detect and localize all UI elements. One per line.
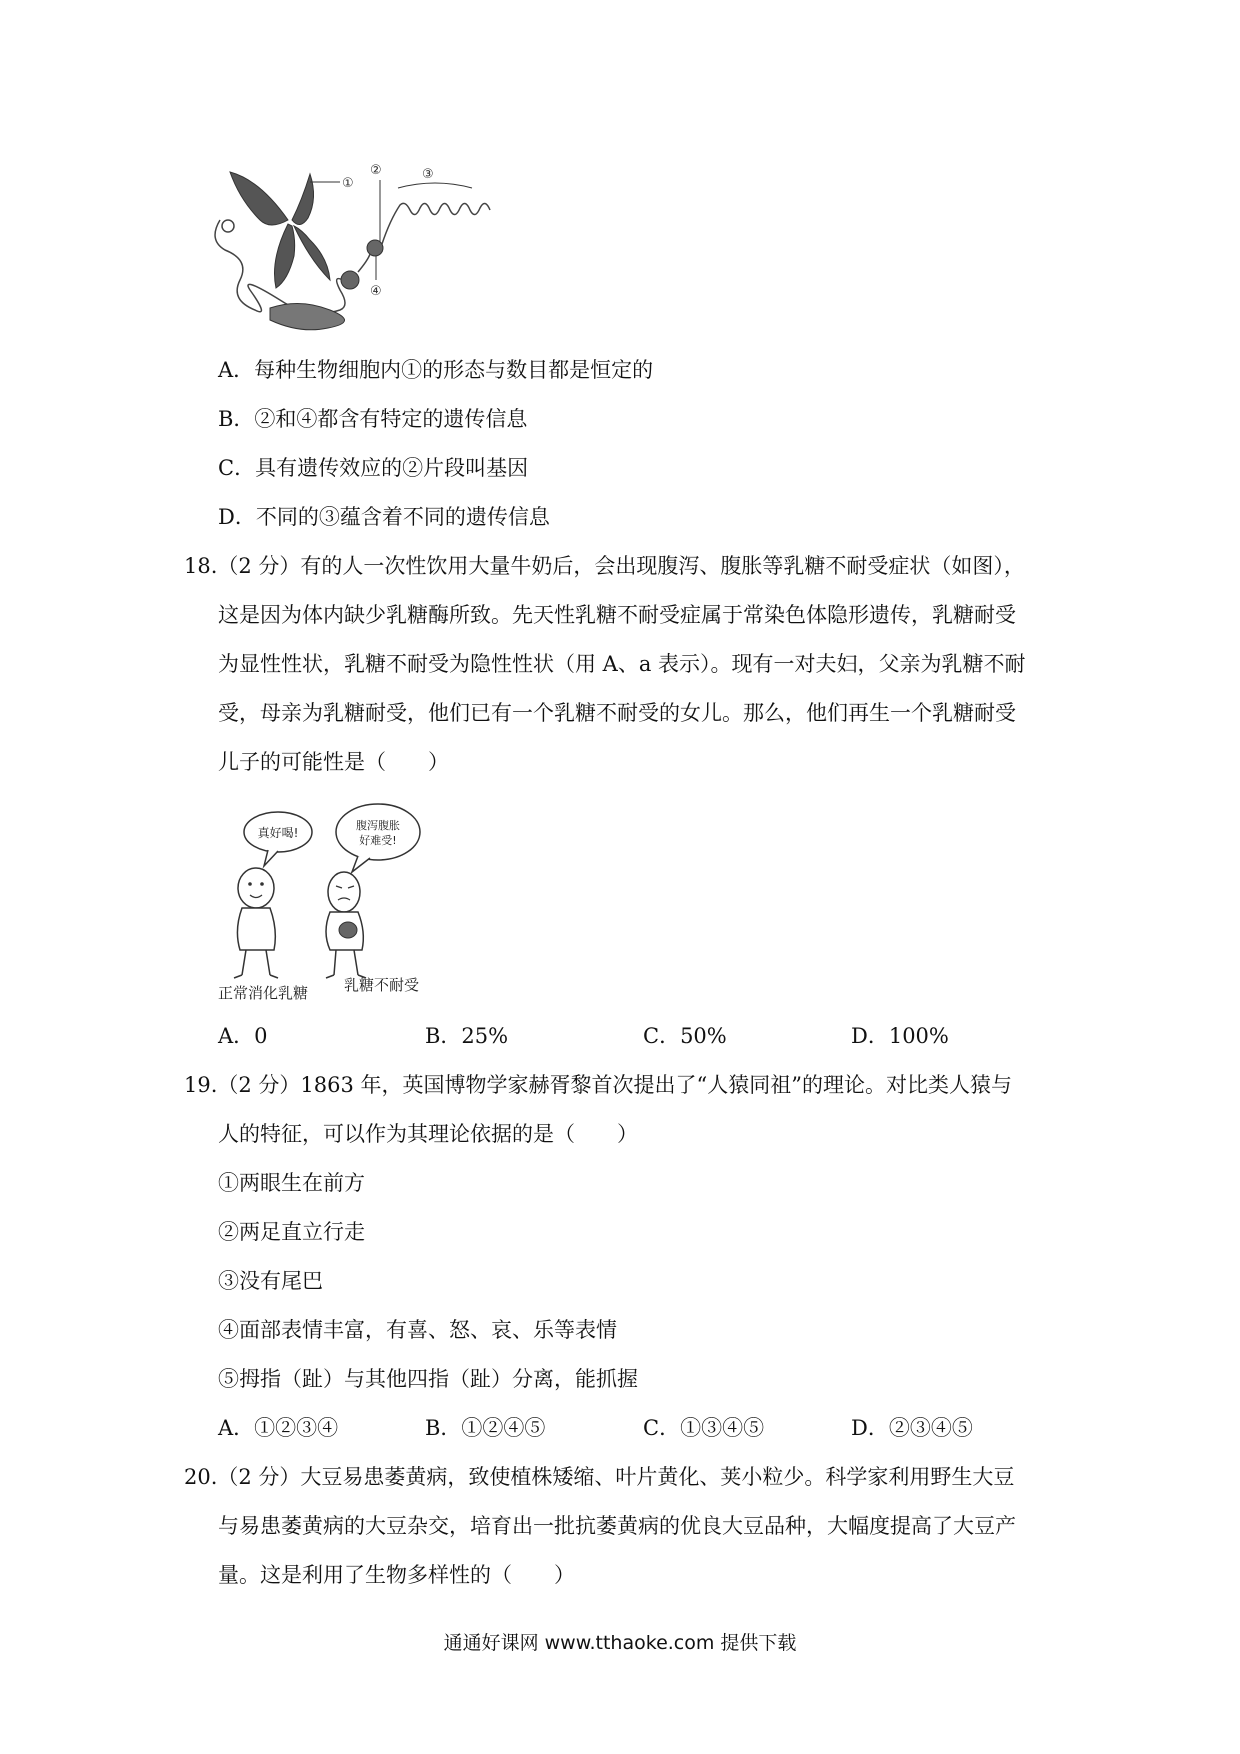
- q17-option-c: C．具有遗传效应的②片段叫基因: [218, 456, 529, 480]
- figure-label-2: ②: [370, 163, 382, 178]
- lactose-cartoon-figure: [218, 800, 458, 1000]
- q19-stem-line-2: 人的特征，可以作为其理论依据的是（ ）: [218, 1122, 638, 1146]
- q17-option-b: B．②和④都含有特定的遗传信息: [218, 407, 528, 431]
- q18-stem-line-2: 这是因为体内缺少乳糖酶所致。先天性乳糖不耐受症属于常染色体隐形遗传，乳糖耐受: [218, 603, 1016, 627]
- q18-option-c: C．50%: [643, 1024, 727, 1048]
- q17-option-d: D．不同的③蕴含着不同的遗传信息: [218, 505, 550, 529]
- left-caption: 正常消化乳糖: [218, 984, 309, 1000]
- q18-option-b: B．25%: [425, 1024, 509, 1048]
- q19-stem-line-1: 19.（2 分）1863 年，英国博物学家赫胥黎首次提出了“人猿同祖”的理论。对比类人猿与: [184, 1073, 1013, 1097]
- right-caption: 乳糖不耐受: [344, 976, 420, 994]
- chromosome-dna-figure: [210, 160, 510, 340]
- q19-item-4: ④面部表情丰富，有喜、怒、哀、乐等表情: [218, 1318, 617, 1342]
- q20-stem-line-2: 与易患萎黄病的大豆杂交，培育出一批抗萎黄病的优良大豆品种，大幅度提高了大豆产: [218, 1514, 1016, 1538]
- page-footer: 通通好课网 www.tthaoke.com 提供下载: [443, 1632, 797, 1654]
- q18-stem-line-4: 受，母亲为乳糖耐受，他们已有一个乳糖不耐受的女儿。那么，他们再生一个乳糖耐受: [218, 701, 1016, 725]
- q19-option-d: D．②③④⑤: [851, 1416, 973, 1440]
- q19-option-b: B．①②④⑤: [425, 1416, 546, 1440]
- q18-stem-line-5: 儿子的可能性是（ ）: [218, 750, 449, 774]
- q18-stem-line-1: 18.（2 分）有的人一次性饮用大量牛奶后，会出现腹泻、腹胀等乳糖不耐受症状（如图），: [184, 554, 1025, 578]
- q19-item-1: ①两眼生在前方: [218, 1171, 365, 1195]
- q19-item-5: ⑤拇指（趾）与其他四指（趾）分离，能抓握: [218, 1367, 638, 1391]
- q20-stem-line-1: 20.（2 分）大豆易患萎黄病，致使植株矮缩、叶片黄化、荚小粒少。科学家利用野生大豆: [184, 1465, 1015, 1489]
- q18-stem-line-3: 为显性性状，乳糖不耐受为隐性性状（用 A、a 表示）。现有一对夫妇，父亲为乳糖不耐: [218, 652, 1026, 676]
- q20-stem-line-3: 量。这是利用了生物多样性的（ ）: [218, 1563, 575, 1587]
- q19-item-2: ②两足直立行走: [218, 1220, 365, 1244]
- figure-label-3: ③: [422, 167, 434, 182]
- figure-label-4: ④: [370, 284, 382, 299]
- q19-item-3: ③没有尾巴: [218, 1269, 323, 1293]
- q18-option-a: A．0: [218, 1024, 268, 1048]
- right-bubble-text-1: 腹泻腹胀: [356, 819, 400, 832]
- q17-option-a: A．每种生物细胞内①的形态与数目都是恒定的: [218, 358, 654, 382]
- right-bubble-text-2: 好难受!: [359, 834, 397, 847]
- figure-label-1: ①: [342, 176, 354, 191]
- q19-option-c: C．①③④⑤: [643, 1416, 765, 1440]
- left-bubble-text: 真好喝!: [257, 826, 299, 840]
- q19-option-a: A．①②③④: [218, 1416, 339, 1440]
- q18-option-d: D．100%: [851, 1024, 949, 1048]
